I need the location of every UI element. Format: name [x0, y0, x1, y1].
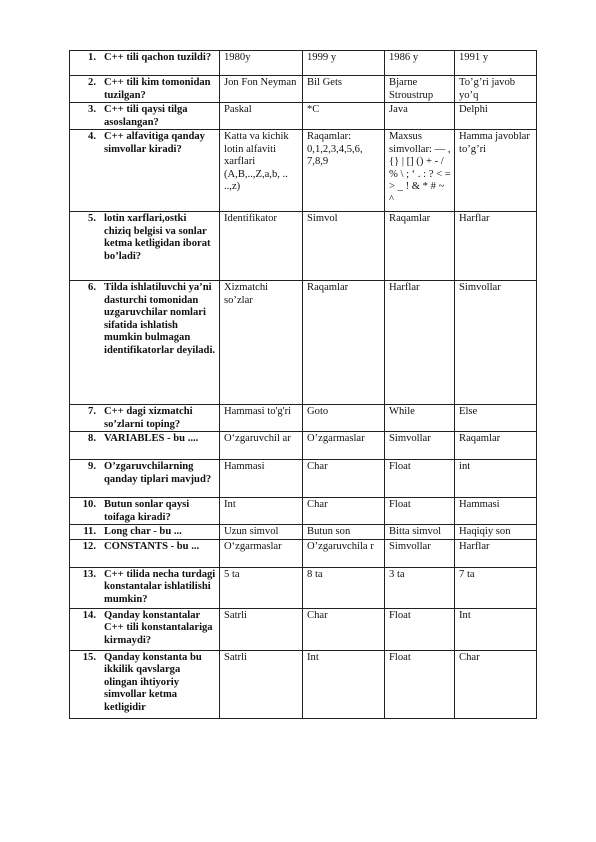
answer-option-1: Hammasi: [220, 460, 303, 498]
answer-option-3: Maxsus simvollar: — , {} | [] () + - / % \ ; ‘ . : ? < = > _ ! & * # ~ ^: [385, 130, 455, 212]
question-row: [70, 498, 537, 525]
question-row: [70, 608, 537, 650]
answer-option-2: 8 ta: [303, 567, 385, 608]
question-text: C++ dagi xizmatchi so’zlarni toping?: [104, 406, 193, 430]
answer-option-4: Raqamlar: [455, 432, 537, 460]
answer-option-1: Satrli: [220, 650, 303, 718]
question-row: [70, 650, 537, 718]
answer-option-3: While: [385, 405, 455, 432]
answer-option-2: Simvol: [303, 212, 385, 281]
answer-option-2: O’zgarmaslar: [303, 432, 385, 460]
question-number: 8.: [88, 433, 96, 444]
answer-option-1: 1980y: [220, 51, 303, 76]
answer-option-4: Harflar: [455, 539, 537, 567]
question-cell: [70, 405, 220, 432]
question-number: 9.: [88, 461, 96, 472]
answer-option-1: O‘zgarmaslar: [220, 539, 303, 567]
question-number: 14.: [82, 609, 96, 621]
question-row: [70, 212, 537, 281]
answer-option-2: Char: [303, 608, 385, 650]
answer-option-3: 1986 y: [385, 51, 455, 76]
question-row: [70, 567, 537, 608]
answer-option-3: Simvollar: [385, 432, 455, 460]
question-text: Tilda ishlatiluvchi ya’ni dasturchi tomonidan uzgaruvchilar nomlari sifatida ishlatish mumkin bulmagan identifikatorlar deyiladi.: [104, 282, 216, 356]
answer-option-1: Int: [220, 498, 303, 525]
question-cell: [70, 432, 220, 460]
quiz-table-body: [70, 51, 537, 719]
question-text: Qanday konstanta bu ikkilik qavslarga olingan ihtiyoriy simvollar ketma ketligidir: [104, 651, 202, 713]
answer-option-4: int: [455, 460, 537, 498]
question-number: 5.: [88, 213, 96, 224]
quiz-table: [69, 50, 537, 719]
answer-option-1: Paskal: [220, 103, 303, 130]
question-number: 11.: [83, 526, 96, 537]
answer-option-2: Raqamlar: 0,1,2,3,4,5,6, 7,8,9: [303, 130, 385, 212]
answer-option-3: 3 ta: [385, 567, 455, 608]
question-cell: [70, 130, 220, 212]
answer-option-3: Simvollar: [385, 539, 455, 567]
answer-option-4: Char: [455, 650, 537, 718]
answer-option-1: Identifikator: [220, 212, 303, 281]
question-number: 12.: [82, 540, 96, 552]
question-row: [70, 460, 537, 498]
question-text: CONSTANTS - bu ...: [104, 540, 200, 552]
question-cell: [70, 76, 220, 103]
question-text: Butun sonlar qaysi toifaga kiradi?: [104, 499, 190, 523]
answer-option-2: O’zgaruvchila r: [303, 539, 385, 567]
answer-option-1: 5 ta: [220, 567, 303, 608]
question-cell: [70, 212, 220, 281]
answer-option-2: Int: [303, 650, 385, 718]
question-number: 3.: [88, 104, 96, 115]
answer-option-4: Else: [455, 405, 537, 432]
answer-option-2: Char: [303, 498, 385, 525]
answer-option-1: O‘zgaruvchil ar: [220, 432, 303, 460]
question-text: C++ tilida necha turdagi konstantalar ishlatilishi mumkin?: [104, 568, 216, 605]
answer-option-4: Delphi: [455, 103, 537, 130]
answer-option-4: 1991 y: [455, 51, 537, 76]
answer-option-3: Bitta simvol: [385, 525, 455, 540]
question-cell: [70, 539, 220, 567]
question-cell: [70, 460, 220, 498]
answer-option-2: Raqamlar: [303, 281, 385, 405]
answer-option-2: Goto: [303, 405, 385, 432]
answer-option-1: Uzun simvol: [220, 525, 303, 540]
question-text: C++ tili qaysi tilga asoslangan?: [104, 104, 188, 128]
answer-option-4: Haqiqiy son: [455, 525, 537, 540]
question-row: [70, 130, 537, 212]
question-cell: [70, 103, 220, 130]
question-text: C++ tili qachon tuzildi?: [104, 52, 212, 63]
question-cell: [70, 525, 220, 540]
question-number: 15.: [82, 651, 96, 663]
question-text: C++ tili kim tomonidan tuzilgan?: [104, 77, 211, 101]
answer-option-1: Jon Fon Neyman: [220, 76, 303, 103]
answer-option-3: Float: [385, 498, 455, 525]
question-number: 2.: [88, 77, 96, 88]
answer-option-2: Butun son: [303, 525, 385, 540]
question-text: O’zgaruvchilarning qanday tiplari mavjud?: [104, 461, 212, 485]
question-cell: [70, 567, 220, 608]
answer-option-3: Raqamlar: [385, 212, 455, 281]
answer-option-4: To’g’ri javob yo’q: [455, 76, 537, 103]
answer-option-3: Harflar: [385, 281, 455, 405]
question-number: 13.: [82, 568, 96, 580]
answer-option-3: Bjarne Stroustrup: [385, 76, 455, 103]
answer-option-4: Hamma javoblar to’g’ri: [455, 130, 537, 212]
answer-option-2: Bil Gets: [303, 76, 385, 103]
question-cell: [70, 498, 220, 525]
question-row: [70, 539, 537, 567]
question-row: [70, 281, 537, 405]
answer-option-4: Harflar: [455, 212, 537, 281]
question-text: Long char - bu ...: [104, 526, 182, 537]
answer-option-4: Hammasi: [455, 498, 537, 525]
question-row: [70, 103, 537, 130]
answer-option-4: Int: [455, 608, 537, 650]
question-text: VARIABLES - bu ....: [104, 433, 199, 444]
question-number: 4.: [88, 131, 96, 142]
answer-option-2: Char: [303, 460, 385, 498]
answer-option-4: Simvollar: [455, 281, 537, 405]
answer-option-3: Float: [385, 650, 455, 718]
question-text: C++ alfavitiga qanday simvollar kiradi?: [104, 131, 205, 155]
question-row: [70, 51, 537, 76]
question-cell: [70, 281, 220, 405]
answer-option-2: 1999 y: [303, 51, 385, 76]
question-row: [70, 76, 537, 103]
question-cell: [70, 608, 220, 650]
question-number: 10.: [82, 499, 96, 510]
answer-option-1: Satrli: [220, 608, 303, 650]
question-row: [70, 525, 537, 540]
answer-option-4: 7 ta: [455, 567, 537, 608]
answer-option-1: Katta va kichik lotin alfaviti xarflari (A,B,..,Z,a,b, .. ..,z): [220, 130, 303, 212]
question-row: [70, 405, 537, 432]
question-text: Qanday konstantalar C++ tili konstantalariga kirmaydi?: [104, 609, 213, 646]
question-number: 7.: [88, 406, 96, 417]
question-cell: [70, 51, 220, 76]
question-row: [70, 432, 537, 460]
answer-option-2: *C: [303, 103, 385, 130]
question-cell: [70, 650, 220, 718]
answer-option-3: Float: [385, 460, 455, 498]
question-number: 1.: [88, 52, 96, 63]
question-number: 6.: [88, 282, 96, 293]
answer-option-3: Java: [385, 103, 455, 130]
answer-option-1: Xizmatchi so’zlar: [220, 281, 303, 405]
answer-option-3: Float: [385, 608, 455, 650]
answer-option-1: Hammasi to'g'ri: [220, 405, 303, 432]
question-text: lotin xarflari,ostki chiziq belgisi va sonlar ketma ketligidan iborat bo’ladi?: [104, 213, 211, 262]
